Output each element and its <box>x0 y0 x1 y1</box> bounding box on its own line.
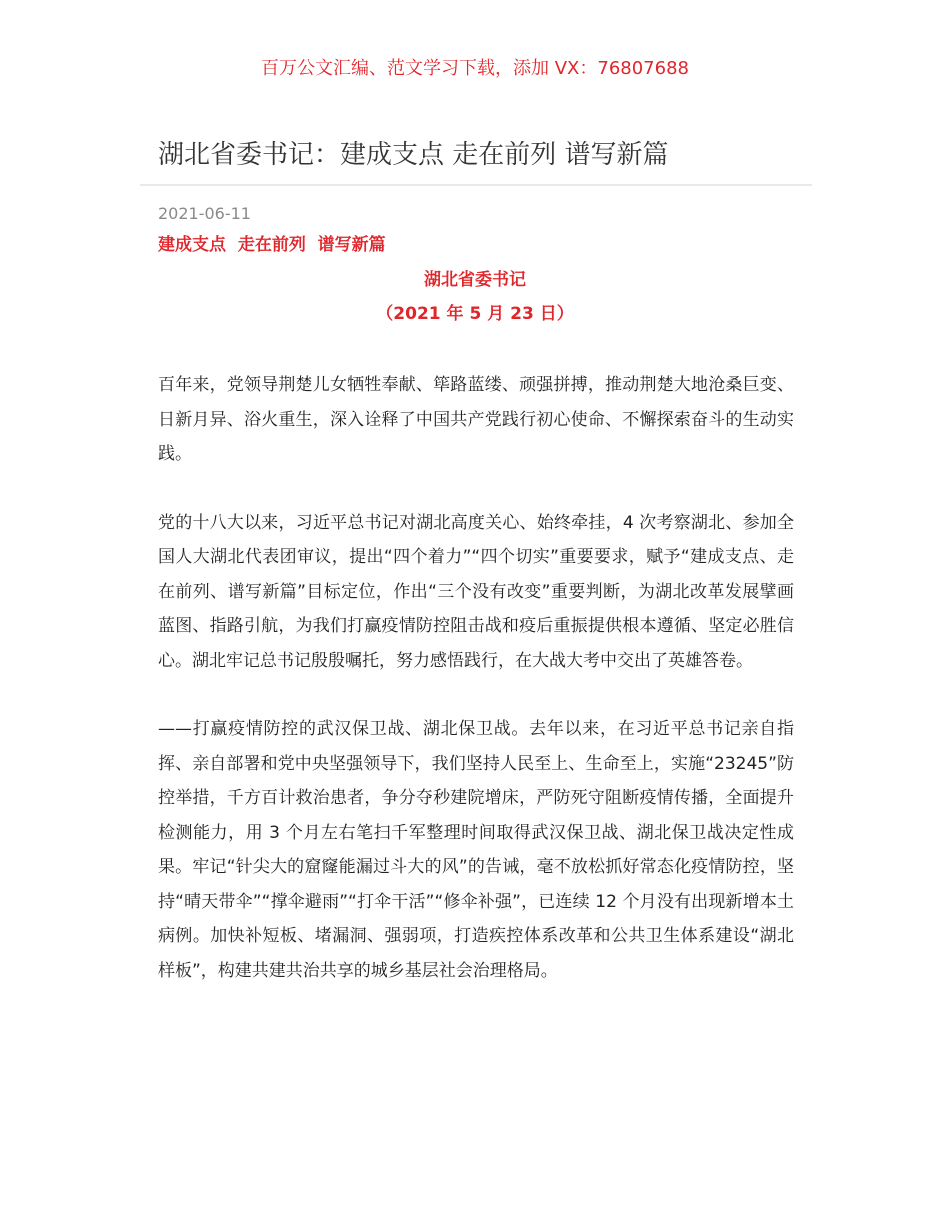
article-subheading: 建成支点 走在前列 谱写新篇 <box>158 235 386 255</box>
paragraph: 党的十八大以来，习近平总书记对湖北高度关心、始终牵挂，4 次考察湖北、参加全国人大湖北代表团审议，提出“四个着力”“四个切实”重要要求，赋予“建成支点、走在前列、谱写新篇”目标定位，作出“三个没有改变”重要判断，为湖北改革发展擘画蓝图、指路引航，为我们打赢疫情防控阻击战和疫后重振提供根本遵循、坚定必胜信心。湖北牢记总书记殷殷嘱托，努力感悟践行，在大战大考中交出了英雄答卷。 <box>158 512 794 671</box>
article-body <box>158 368 794 1022</box>
publish-date: 2021-06-11 <box>158 204 251 223</box>
promo-banner: 百万公文汇编、范文学习下载，添加 VX：76807688 <box>261 58 689 79</box>
title-divider <box>140 184 812 186</box>
paragraph: 百年来，党领导荆楚儿女牺牲奉献、筚路蓝缕、顽强拼搏，推动荆楚大地沧桑巨变、日新月异、浴火重生，深入诠释了中国共产党践行初心使命、不懈探索奋斗的生动实践。 <box>158 375 794 464</box>
article-author: 湖北省委书记 <box>424 270 526 290</box>
paragraph: ——打赢疫情防控的武汉保卫战、湖北保卫战。去年以来，在习近平总书记亲自指挥、亲自部署和党中央坚强领导下，我们坚持人民至上、生命至上，实施“23245”防控举措，千方百计救治患者，争分夺秒建院增床，严防死守阻断疫情传播，全面提升检测能力，用 3 个月左右笔扫千军整理时间取得武汉保卫战、湖北保卫战决定性成果。牢记“针尖大的窟窿能漏过斗大的风”的告诫，毫不放松抓好常态化疫情防控，坚持“晴天带伞”“撑伞避雨”“打伞干活”“修伞补强”，已连续 12 个月没有出现新增本土病例。加快补短板、堵漏洞、强弱项，打造疾控体系改革和公共卫生体系建设“湖北样板”，构建共建共治共享的城乡基层社会治理格局。 <box>158 719 794 981</box>
author-date: （2021 年 5 月 23 日） <box>376 304 574 324</box>
article-title: 湖北省委书记：建成支点 走在前列 谱写新篇 <box>158 140 669 170</box>
